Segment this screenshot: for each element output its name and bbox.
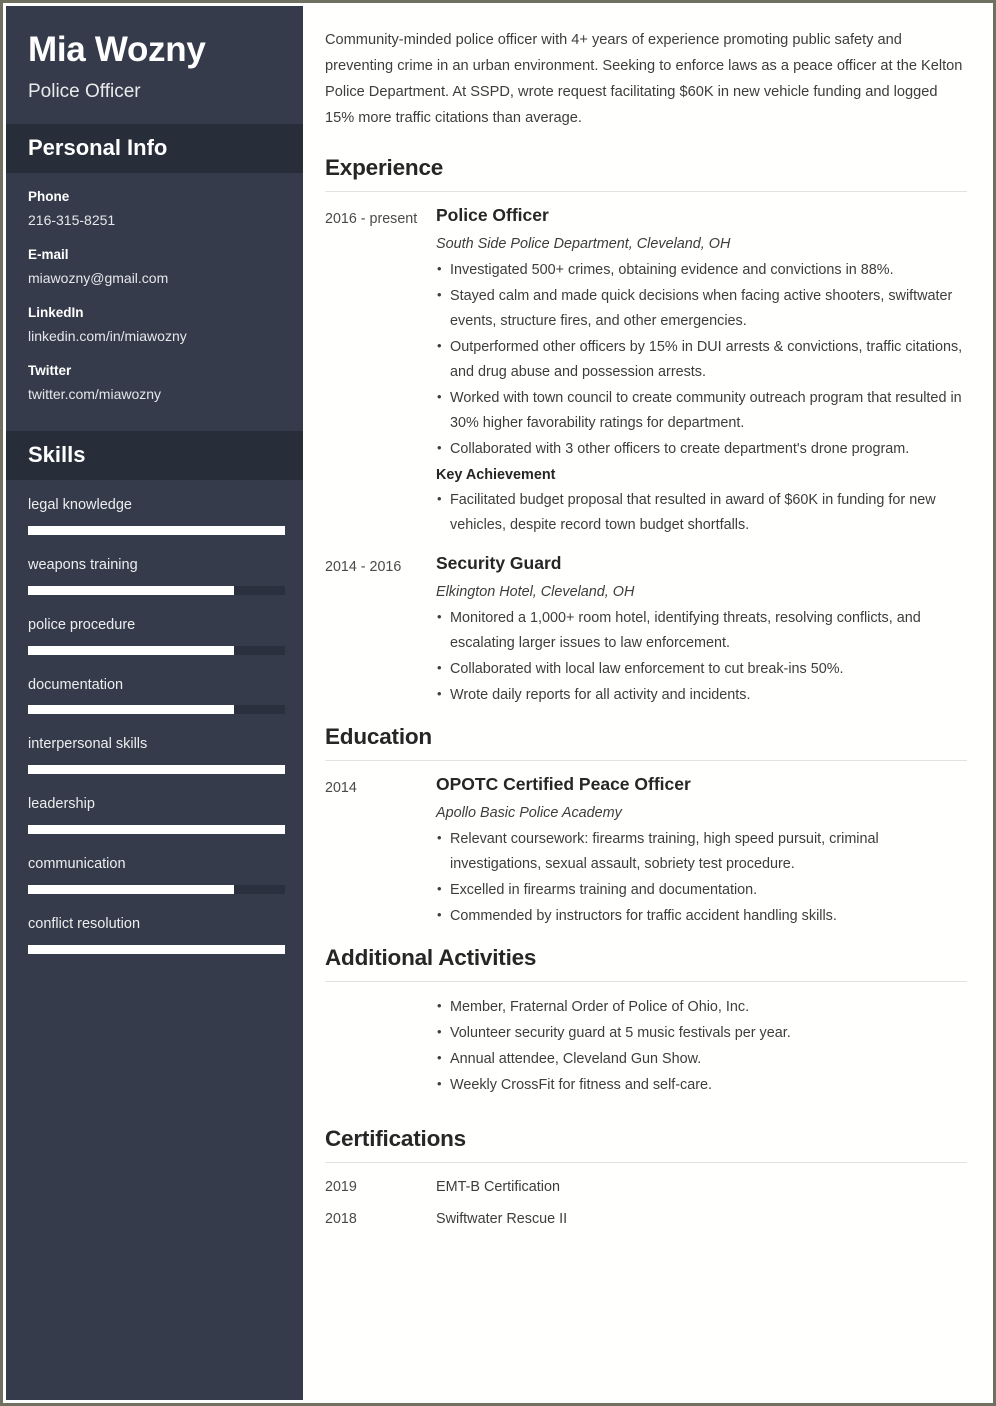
bullet-item: • Outperformed other officers by 15% in DUI arrests & convictions, traffic citations, and drug abuse and possession arrests. [436,335,967,385]
skill-label: weapons training [28,556,138,573]
skill-bar-track [28,945,285,954]
bullet-item: • Worked with town council to create community outreach program that resulted in 30% higher favorability ratings for department. [436,386,967,436]
main-content [303,6,990,1400]
bullet-item: • Collaborated with 3 other officers to create department's drone program. [436,437,967,462]
section-heading-education: Education [325,723,432,749]
skill-bar-fill [28,825,285,834]
contact-label: E-mail [28,246,69,262]
skill-label: communication [28,856,126,873]
skills-heading-band [6,431,303,480]
personal-info-heading: Personal Info [28,134,168,160]
skill-item [28,915,281,954]
entry-body [436,774,967,930]
bullet-item: • Annual attendee, Cleveland Gun Show. [436,1047,791,1072]
contact-item-linkedin [28,303,281,348]
contact-item-twitter [28,361,281,406]
bullet-item: • Collaborated with local law enforcement to cut break-ins 50%. [436,657,967,682]
skills-heading: Skills [28,441,86,467]
certification-date: 2019 [325,1178,357,1195]
contact-label: Twitter [28,362,72,378]
bullet-item: • Member, Fraternal Order of Police of Ohio, Inc. [436,995,791,1020]
personal-info-list [6,173,303,419]
contact-label: Phone [28,188,70,204]
skill-label: legal knowledge [28,497,132,514]
skill-bar-track [28,705,285,714]
entry-subtitle: Elkington Hotel, Cleveland, OH [436,583,635,600]
entry-subtitle: Apollo Basic Police Academy [436,804,622,821]
experience-entry [325,205,967,539]
activities-entry [325,995,967,1099]
contact-item-email [28,245,281,290]
certification-name: Swiftwater Rescue II [436,1210,568,1227]
certification-row [325,1208,967,1231]
entry-title: OPOTC Certified Peace Officer [436,773,691,794]
section-divider [325,981,967,982]
entry-date: 2016 - present [325,210,418,227]
contact-label: LinkedIn [28,304,84,320]
certification-name: EMT-B Certification [436,1178,560,1195]
skill-bar-fill [28,705,234,714]
bullet-item: • Investigated 500+ crimes, obtaining evidence and convictions in 88%. [436,258,967,283]
bullet-item: • Volunteer security guard at 5 music festivals per year. [436,1021,791,1046]
activities-bullets [436,995,791,1099]
skill-item [28,556,281,595]
bullet-item: • Facilitated budget proposal that resulted in award of $60K in funding for new vehicles, despite record town budget shortfalls. [436,488,967,538]
section-heading-certifications: Certifications [325,1125,466,1151]
skill-item [28,855,281,894]
skill-bar-track [28,825,285,834]
bullet-item: • Monitored a 1,000+ room hotel, identifying threats, resolving conflicts, and escalating larger issues to law enforcement. [436,606,967,656]
skill-bar-fill [28,646,234,655]
skill-bar-fill [28,586,234,595]
bullet-item: • Wrote daily reports for all activity and incidents. [436,683,967,708]
education-entry [325,774,967,930]
contact-value[interactable]: miawozny@gmail.com [28,270,169,287]
contact-item-phone [28,187,281,232]
skill-bar-track [28,765,285,774]
resume-sheet [6,6,990,1400]
skill-label: conflict resolution [28,915,141,932]
candidate-job-title: Police Officer [28,80,141,102]
skill-label: leadership [28,796,95,813]
skill-item [28,795,281,834]
entry-bullets [436,606,967,708]
key-achievement-bullets [436,488,967,538]
skill-label: interpersonal skills [28,736,148,753]
personal-info-heading-band [6,124,303,173]
entry-date: 2014 - 2016 [325,558,402,575]
entry-date: 2014 [325,779,357,796]
certification-row [325,1176,967,1199]
skill-bar-track [28,526,285,535]
bullet-item: • Relevant coursework: firearms training, high speed pursuit, criminal investigations, sexual assault, sobriety test procedure. [436,827,967,877]
certification-date: 2018 [325,1210,357,1227]
entry-bullets [436,827,967,929]
entry-body [436,553,967,709]
section-experience [325,154,967,709]
contact-value[interactable]: twitter.com/miawozny [28,386,162,402]
skills-list [6,480,303,1400]
skill-bar-fill [28,885,234,894]
section-divider [325,760,967,761]
sidebar-header [6,6,303,124]
contact-value[interactable]: linkedin.com/in/miawozny [28,328,187,345]
skill-bar-track [28,646,285,655]
entry-subtitle: South Side Police Department, Cleveland, OH [436,235,731,252]
skill-item [28,496,281,535]
sidebar [6,6,303,1400]
bullet-item: • Commended by instructors for traffic accident handling skills. [436,904,967,929]
skill-bar-fill [28,945,285,954]
entry-bullets [436,258,967,461]
bullet-item: • Stayed calm and made quick decisions when facing active shooters, swiftwater events, structure fires, and other emergencies. [436,284,967,334]
skill-bar-fill [28,765,285,774]
section-heading-additional-activities: Additional Activities [325,944,537,970]
skill-bar-track [28,586,285,595]
bullet-item: • Weekly CrossFit for fitness and self-care. [436,1073,791,1098]
skill-item [28,676,281,715]
professional-summary: Community-minded police officer with 4+ years of experience promoting public safety and preventing crime in an urban environment. Seeking to enforce laws as a peace officer at the Kelton Police Department. At SSPD, wrote request facilitating $60K in new vehicle funding and logged 15% more traffic citations than average. [325,32,963,126]
section-divider [325,191,967,192]
skill-bar-fill [28,526,285,535]
section-divider [325,1162,967,1163]
section-certifications [325,1125,967,1231]
entry-title: Security Guard [436,552,562,573]
section-heading-experience: Experience [325,154,444,180]
skill-label: police procedure [28,616,136,633]
section-additional-activities [325,944,967,1099]
skill-bar-track [28,885,285,894]
entry-title: Police Officer [436,204,549,225]
skill-item [28,616,281,655]
key-achievement-label: Key Achievement [436,466,556,483]
entry-body [436,205,967,539]
contact-value[interactable]: 216-315-8251 [28,212,116,229]
experience-entry [325,553,967,709]
candidate-name: Mia Wozny [28,30,206,69]
bullet-item: • Excelled in firearms training and documentation. [436,878,967,903]
skill-label: documentation [28,676,124,693]
section-education [325,723,967,930]
skill-item [28,735,281,774]
